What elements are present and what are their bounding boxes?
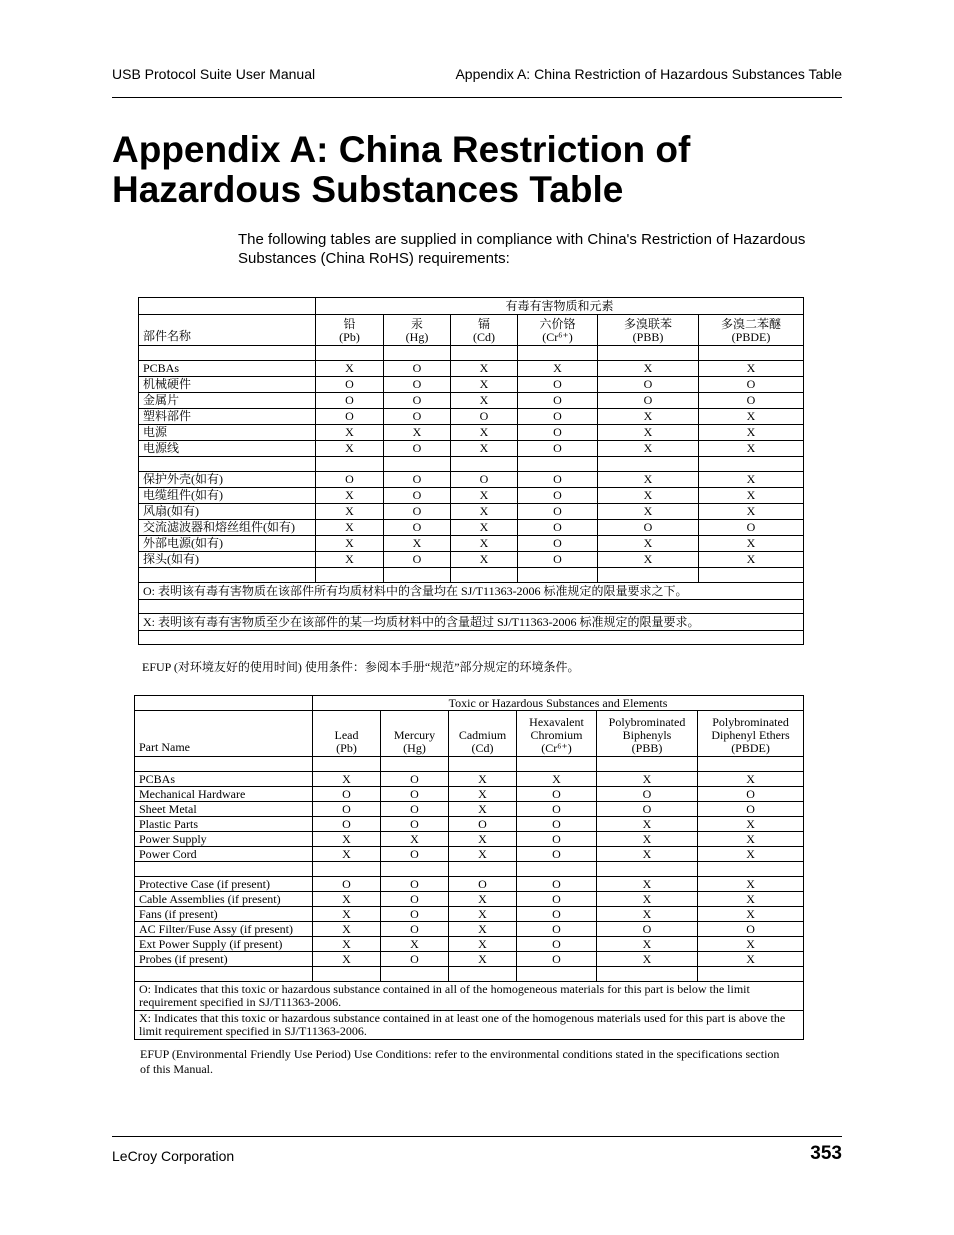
- table-row: [135, 937, 804, 952]
- compliance-value-cell: O: [699, 393, 804, 409]
- compliance-value-cell: O: [598, 520, 699, 536]
- compliance-value-cell: X: [698, 832, 804, 847]
- compliance-value-cell: O: [381, 817, 449, 832]
- compliance-value-cell: O: [316, 472, 384, 488]
- spacer-cell: [517, 967, 597, 982]
- spacer-cell: [384, 346, 451, 361]
- compliance-value-cell: O: [517, 832, 597, 847]
- efup-note-english: EFUP (Environmental Friendly Use Period) Use Conditions: refer to the environmental conditions stated in the specifications section of this Manual.: [140, 1047, 780, 1076]
- substance-column-header: [518, 315, 598, 346]
- part-name-cell: 保护外壳(如有): [139, 472, 316, 488]
- compliance-value-cell: X: [699, 425, 804, 441]
- compliance-value-cell: O: [698, 922, 804, 937]
- legend-o-note: O: 表明该有毒有害物质在该部件所有均质材料中的含量均在 SJ/T11363-2006 标准规定的限量要求之下。: [139, 583, 804, 600]
- compliance-value-cell: O: [517, 802, 597, 817]
- compliance-value-cell: O: [384, 441, 451, 457]
- substance-symbol: (Pb): [339, 330, 360, 344]
- spacer-cell: [449, 862, 517, 877]
- compliance-value-cell: X: [316, 504, 384, 520]
- header-blank-cell: [139, 298, 316, 315]
- table-row: [139, 441, 804, 457]
- compliance-value-cell: X: [449, 907, 517, 922]
- legend-x-note: X: 表明该有毒有害物质至少在该部件的某一均质材料中的含量超过 SJ/T11363-2006 标准规定的限量要求。: [139, 614, 804, 631]
- substance-column-header: [517, 711, 597, 757]
- substance-name: 多溴联苯: [623, 317, 672, 331]
- part-name-cell: Protective Case (if present): [135, 877, 313, 892]
- compliance-value-cell: O: [384, 472, 451, 488]
- substance-column-header: [699, 315, 804, 346]
- compliance-value-cell: O: [698, 787, 804, 802]
- compliance-value-cell: X: [451, 552, 518, 568]
- compliance-value-cell: O: [381, 892, 449, 907]
- compliance-value-cell: X: [451, 377, 518, 393]
- compliance-value-cell: X: [698, 817, 804, 832]
- table-row: [139, 393, 804, 409]
- substance-column-header: [384, 315, 451, 346]
- spacer-cell: [597, 967, 698, 982]
- table-row: [135, 877, 804, 892]
- table-row: [135, 772, 804, 787]
- substance-symbol: (PBDE): [731, 330, 771, 344]
- compliance-value-cell: O: [517, 952, 597, 967]
- compliance-value-cell: X: [313, 832, 381, 847]
- part-name-cell: PCBAs: [135, 772, 313, 787]
- spacer-cell: [517, 757, 597, 772]
- table-row: [135, 847, 804, 862]
- compliance-value-cell: X: [316, 441, 384, 457]
- compliance-value-cell: O: [517, 817, 597, 832]
- part-name-cell: 塑料部件: [139, 409, 316, 425]
- spacer-cell: [518, 457, 598, 472]
- table-row: [135, 892, 804, 907]
- compliance-value-cell: X: [699, 441, 804, 457]
- spacer-cell: [384, 457, 451, 472]
- compliance-value-cell: O: [517, 892, 597, 907]
- compliance-value-cell: O: [384, 488, 451, 504]
- compliance-value-cell: X: [699, 472, 804, 488]
- compliance-value-cell: X: [597, 832, 698, 847]
- spacer-cell: [699, 457, 804, 472]
- compliance-value-cell: X: [698, 772, 804, 787]
- rohs-table-english: [134, 695, 804, 1040]
- spacer-cell: [698, 862, 804, 877]
- compliance-value-cell: X: [699, 504, 804, 520]
- compliance-value-cell: X: [598, 441, 699, 457]
- spacer-cell: [698, 967, 804, 982]
- compliance-value-cell: X: [313, 847, 381, 862]
- compliance-value-cell: O: [518, 377, 598, 393]
- compliance-value-cell: X: [449, 832, 517, 847]
- table-row: [139, 488, 804, 504]
- page-number: 353: [810, 1143, 842, 1164]
- compliance-value-cell: X: [381, 832, 449, 847]
- compliance-value-cell: O: [381, 772, 449, 787]
- compliance-value-cell: O: [518, 488, 598, 504]
- compliance-value-cell: X: [597, 907, 698, 922]
- compliance-value-cell: X: [517, 772, 597, 787]
- rohs-table-chinese: [138, 297, 804, 645]
- compliance-value-cell: X: [597, 817, 698, 832]
- page-title: Appendix A: China Restriction of Hazardous Substances Table: [112, 129, 691, 210]
- compliance-value-cell: O: [313, 787, 381, 802]
- part-name-cell: PCBAs: [139, 361, 316, 377]
- compliance-value-cell: O: [384, 409, 451, 425]
- compliance-value-cell: X: [699, 552, 804, 568]
- compliance-value-cell: O: [381, 787, 449, 802]
- spacer-cell: [698, 757, 804, 772]
- part-name-header: Part Name: [135, 711, 313, 757]
- spacer-cell: [313, 757, 381, 772]
- table-row: [135, 802, 804, 817]
- substance-name: Polybrominated Biphenyls: [608, 715, 686, 742]
- part-name-cell: 电源: [139, 425, 316, 441]
- compliance-value-cell: X: [451, 488, 518, 504]
- compliance-value-cell: O: [517, 787, 597, 802]
- compliance-value-cell: X: [598, 536, 699, 552]
- substance-name: Mercury: [393, 728, 436, 742]
- compliance-value-cell: X: [313, 952, 381, 967]
- compliance-value-cell: X: [698, 952, 804, 967]
- spacer-cell: [313, 862, 381, 877]
- compliance-value-cell: X: [449, 922, 517, 937]
- compliance-value-cell: O: [451, 472, 518, 488]
- running-header-right: Appendix A: China Restriction of Hazardous Substances Table: [455, 66, 842, 82]
- compliance-value-cell: O: [698, 802, 804, 817]
- compliance-value-cell: X: [451, 504, 518, 520]
- substance-name: Lead: [334, 728, 359, 742]
- compliance-value-cell: X: [384, 425, 451, 441]
- compliance-value-cell: X: [313, 907, 381, 922]
- substance-symbol: (Hg): [403, 741, 426, 755]
- compliance-value-cell: X: [518, 361, 598, 377]
- compliance-value-cell: X: [449, 937, 517, 952]
- table-row: [135, 832, 804, 847]
- compliance-value-cell: X: [451, 393, 518, 409]
- header-rule: [112, 97, 842, 98]
- part-name-cell: 机械硬件: [139, 377, 316, 393]
- substance-name: Cadmium: [458, 728, 507, 742]
- substance-column-header: [316, 315, 384, 346]
- substance-column-header: [698, 711, 804, 757]
- substance-column-header: [451, 315, 518, 346]
- header-blank-cell: [135, 696, 313, 711]
- part-name-cell: 金属片: [139, 393, 316, 409]
- substance-symbol: (Cr⁶⁺): [541, 741, 572, 755]
- part-name-cell: 电源线: [139, 441, 316, 457]
- substance-symbol: (PBDE): [731, 741, 770, 755]
- compliance-value-cell: O: [381, 877, 449, 892]
- compliance-value-cell: X: [598, 552, 699, 568]
- table-row: [139, 472, 804, 488]
- part-name-cell: Cable Assemblies (if present): [135, 892, 313, 907]
- compliance-value-cell: X: [316, 361, 384, 377]
- compliance-value-cell: O: [384, 377, 451, 393]
- compliance-value-cell: X: [449, 802, 517, 817]
- compliance-value-cell: O: [517, 847, 597, 862]
- spacer-cell: [381, 862, 449, 877]
- spacer-cell: [139, 457, 316, 472]
- compliance-value-cell: X: [698, 877, 804, 892]
- substance-name: Hexavalent Chromium: [529, 715, 584, 742]
- compliance-value-cell: O: [597, 802, 698, 817]
- table-row: [135, 952, 804, 967]
- compliance-value-cell: O: [313, 877, 381, 892]
- spacer-cell: [597, 757, 698, 772]
- part-name-cell: Probes (if present): [135, 952, 313, 967]
- substance-column-header: [598, 315, 699, 346]
- compliance-value-cell: O: [316, 393, 384, 409]
- compliance-value-cell: O: [597, 787, 698, 802]
- compliance-value-cell: O: [381, 922, 449, 937]
- spacer-cell: [598, 457, 699, 472]
- spacer-cell: [381, 757, 449, 772]
- compliance-value-cell: X: [316, 425, 384, 441]
- spacer-cell: [451, 346, 518, 361]
- compliance-value-cell: O: [316, 377, 384, 393]
- compliance-value-cell: X: [451, 441, 518, 457]
- compliance-value-cell: X: [598, 504, 699, 520]
- substance-column-header: [597, 711, 698, 757]
- compliance-value-cell: O: [451, 409, 518, 425]
- part-name-cell: Mechanical Hardware: [135, 787, 313, 802]
- compliance-value-cell: X: [598, 488, 699, 504]
- part-name-cell: Sheet Metal: [135, 802, 313, 817]
- spacer-cell: [699, 568, 804, 583]
- compliance-value-cell: X: [316, 488, 384, 504]
- compliance-value-cell: X: [597, 877, 698, 892]
- compliance-value-cell: X: [313, 892, 381, 907]
- part-name-cell: 探头(如有): [139, 552, 316, 568]
- substance-column-header: [449, 711, 517, 757]
- compliance-value-cell: O: [517, 937, 597, 952]
- substance-symbol: (Cr⁶⁺): [542, 330, 573, 344]
- compliance-value-cell: X: [597, 952, 698, 967]
- part-name-cell: Ext Power Supply (if present): [135, 937, 313, 952]
- spacer-cell: [316, 568, 384, 583]
- compliance-value-cell: X: [316, 520, 384, 536]
- table-row: [139, 409, 804, 425]
- compliance-value-cell: X: [313, 772, 381, 787]
- table-row: [139, 504, 804, 520]
- spacer-cell: [381, 967, 449, 982]
- compliance-value-cell: O: [384, 361, 451, 377]
- compliance-value-cell: O: [598, 377, 699, 393]
- compliance-value-cell: X: [316, 536, 384, 552]
- compliance-value-cell: O: [518, 425, 598, 441]
- legend-o-note: O: Indicates that this toxic or hazardous substance contained in all of the homogeneous materials for this part is below the limit requirement specified in SJ/T11363-2006.: [135, 982, 804, 1011]
- substance-column-header: [381, 711, 449, 757]
- substance-column-header: [313, 711, 381, 757]
- spacer-cell: [139, 600, 804, 614]
- table-row: [135, 922, 804, 937]
- compliance-value-cell: O: [381, 907, 449, 922]
- compliance-value-cell: X: [449, 787, 517, 802]
- table-row: [139, 425, 804, 441]
- compliance-value-cell: O: [518, 552, 598, 568]
- footer-company: LeCroy Corporation: [112, 1148, 235, 1164]
- compliance-value-cell: O: [518, 536, 598, 552]
- compliance-value-cell: O: [518, 520, 598, 536]
- compliance-value-cell: O: [449, 817, 517, 832]
- spacer-cell: [518, 568, 598, 583]
- compliance-value-cell: O: [313, 817, 381, 832]
- spacer-cell: [518, 346, 598, 361]
- compliance-value-cell: O: [384, 552, 451, 568]
- compliance-value-cell: O: [381, 952, 449, 967]
- spacer-cell: [449, 757, 517, 772]
- compliance-value-cell: X: [597, 937, 698, 952]
- table-row: [139, 377, 804, 393]
- compliance-value-cell: X: [451, 361, 518, 377]
- compliance-value-cell: X: [449, 847, 517, 862]
- compliance-value-cell: O: [384, 393, 451, 409]
- compliance-value-cell: X: [451, 425, 518, 441]
- part-name-cell: 交流滤波器和熔丝组件(如有): [139, 520, 316, 536]
- compliance-value-cell: X: [597, 847, 698, 862]
- compliance-value-cell: X: [451, 520, 518, 536]
- substance-symbol: (PBB): [631, 741, 663, 755]
- compliance-value-cell: O: [699, 377, 804, 393]
- compliance-value-cell: X: [698, 847, 804, 862]
- table-row: [139, 536, 804, 552]
- part-name-cell: Fans (if present): [135, 907, 313, 922]
- spacer-cell: [451, 457, 518, 472]
- compliance-value-cell: X: [598, 409, 699, 425]
- compliance-value-cell: O: [381, 802, 449, 817]
- part-name-cell: Plastic Parts: [135, 817, 313, 832]
- substance-name: 铅: [343, 317, 356, 331]
- table-row: [135, 787, 804, 802]
- compliance-value-cell: X: [597, 772, 698, 787]
- compliance-value-cell: O: [517, 907, 597, 922]
- compliance-value-cell: X: [449, 772, 517, 787]
- compliance-value-cell: X: [451, 536, 518, 552]
- spacer-cell: [449, 967, 517, 982]
- substance-name: 多溴二苯醚: [721, 317, 782, 331]
- substance-symbol: (Pb): [336, 741, 357, 755]
- efup-note-chinese: EFUP (对环境友好的使用时间) 使用条件：参阅本手册“规范”部分规定的环境条件。: [142, 660, 580, 674]
- compliance-value-cell: X: [698, 907, 804, 922]
- footer-rule: [112, 1136, 842, 1137]
- part-name-cell: 风扇(如有): [139, 504, 316, 520]
- part-name-header: 部件名称: [139, 315, 316, 346]
- substance-name: Polybrominated Diphenyl Ethers: [711, 715, 790, 742]
- part-name-cell: 电缆组件(如有): [139, 488, 316, 504]
- spacer-cell: [598, 346, 699, 361]
- compliance-value-cell: O: [449, 877, 517, 892]
- substance-name: 汞: [410, 317, 423, 331]
- spacer-cell: [139, 631, 804, 645]
- substance-symbol: (PBB): [632, 330, 664, 344]
- intro-paragraph: The following tables are supplied in compliance with China's Restriction of Hazardous Substances (China RoHS) requirements:: [238, 231, 806, 267]
- spacer-cell: [451, 568, 518, 583]
- compliance-value-cell: O: [518, 409, 598, 425]
- spacer-cell: [597, 862, 698, 877]
- compliance-value-cell: X: [598, 361, 699, 377]
- spacer-cell: [139, 568, 316, 583]
- spacer-cell: [313, 967, 381, 982]
- spacer-cell: [517, 862, 597, 877]
- compliance-value-cell: O: [517, 922, 597, 937]
- table-row: [135, 817, 804, 832]
- compliance-value-cell: X: [598, 425, 699, 441]
- spacer-cell: [139, 346, 316, 361]
- compliance-value-cell: X: [699, 488, 804, 504]
- substances-group-header: Toxic or Hazardous Substances and Elements: [313, 696, 804, 711]
- compliance-value-cell: X: [699, 536, 804, 552]
- substance-symbol: (Cd): [471, 741, 494, 755]
- compliance-value-cell: O: [597, 922, 698, 937]
- part-name-cell: Power Supply: [135, 832, 313, 847]
- compliance-value-cell: X: [313, 922, 381, 937]
- substance-symbol: (Cd): [473, 330, 495, 344]
- table-row: [139, 361, 804, 377]
- spacer-cell: [316, 457, 384, 472]
- running-header-left: USB Protocol Suite User Manual: [112, 66, 316, 82]
- spacer-cell: [384, 568, 451, 583]
- compliance-value-cell: X: [699, 409, 804, 425]
- compliance-value-cell: O: [518, 393, 598, 409]
- spacer-cell: [135, 967, 313, 982]
- compliance-value-cell: O: [518, 472, 598, 488]
- compliance-value-cell: X: [698, 937, 804, 952]
- compliance-value-cell: X: [316, 552, 384, 568]
- compliance-value-cell: X: [699, 361, 804, 377]
- compliance-value-cell: X: [597, 892, 698, 907]
- compliance-value-cell: X: [449, 952, 517, 967]
- part-name-cell: AC Filter/Fuse Assy (if present): [135, 922, 313, 937]
- compliance-value-cell: O: [384, 504, 451, 520]
- spacer-cell: [598, 568, 699, 583]
- substances-group-header: 有毒有害物质和元素: [316, 298, 804, 315]
- compliance-value-cell: O: [316, 409, 384, 425]
- spacer-cell: [135, 757, 313, 772]
- table-row: [139, 520, 804, 536]
- compliance-value-cell: X: [449, 892, 517, 907]
- compliance-value-cell: X: [384, 536, 451, 552]
- compliance-value-cell: X: [381, 937, 449, 952]
- compliance-value-cell: O: [381, 847, 449, 862]
- substance-name: 镉: [477, 317, 490, 331]
- compliance-value-cell: O: [384, 520, 451, 536]
- compliance-value-cell: O: [313, 802, 381, 817]
- spacer-cell: [135, 862, 313, 877]
- part-name-cell: Power Cord: [135, 847, 313, 862]
- compliance-value-cell: O: [518, 504, 598, 520]
- table-row: [135, 907, 804, 922]
- compliance-value-cell: X: [598, 472, 699, 488]
- substance-symbol: (Hg): [405, 330, 429, 344]
- part-name-cell: 外部电源(如有): [139, 536, 316, 552]
- legend-x-note: X: Indicates that this toxic or hazardous substance contained in at least one of the homogenous materials used for this part is above the limit requirement specified in SJ/T11363-2006.: [135, 1011, 804, 1040]
- spacer-cell: [316, 346, 384, 361]
- spacer-cell: [699, 346, 804, 361]
- compliance-value-cell: O: [699, 520, 804, 536]
- compliance-value-cell: X: [698, 892, 804, 907]
- compliance-value-cell: O: [517, 877, 597, 892]
- compliance-value-cell: O: [598, 393, 699, 409]
- compliance-value-cell: O: [518, 441, 598, 457]
- table-row: [139, 552, 804, 568]
- compliance-value-cell: X: [313, 937, 381, 952]
- substance-name: 六价铬: [539, 317, 576, 331]
